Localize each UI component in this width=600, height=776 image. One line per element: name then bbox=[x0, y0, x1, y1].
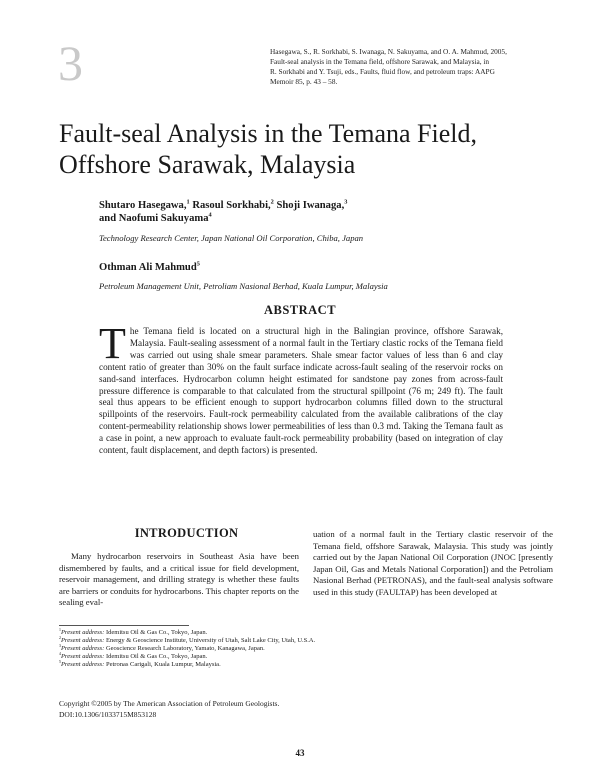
footnote: $^4$Present address: Idemitsu Oil & Gas Co., Tokyo, Japan. bbox=[59, 652, 208, 661]
title-line-2: Offshore Sarawak, Malaysia bbox=[59, 150, 356, 179]
citation-block bbox=[270, 47, 570, 87]
citation-line: Fault-seal analysis in the Temana field, offshore Sarawak, and Malaysia, in bbox=[270, 57, 490, 66]
author-name: and Naofumi Sakuyama bbox=[99, 212, 209, 224]
author-list-2 bbox=[99, 262, 200, 273]
copyright-line: Copyright ©2005 by The American Association of Petroleum Geologists. bbox=[59, 699, 280, 708]
body-column-left: Many hydrocarbon reservoirs in Southeast Asia have been dismembered by faults, and a critical issue for field development, reservoir management, and drilling strategy is whether these faults are barriers or conduits for hydrocarbons. This chapter reports on the sealing eval- bbox=[59, 551, 299, 608]
footnote-divider bbox=[59, 625, 189, 626]
footnote: $^5$Present address: Petronas Carigali, Kuala Lumpur, Malaysia. bbox=[59, 660, 221, 669]
author-sup: 3 bbox=[344, 198, 348, 206]
author-list bbox=[99, 200, 519, 225]
author-sup: 2 bbox=[270, 198, 274, 206]
author-sup: 5 bbox=[196, 260, 200, 268]
citation-line: Memoir 85, p. 43 – 58. bbox=[270, 77, 338, 86]
author-sup: 1 bbox=[186, 198, 190, 206]
doi-line: DOI:10.1306/1033715M853128 bbox=[59, 710, 157, 719]
copyright-block bbox=[59, 698, 539, 720]
citation-line: Hasegawa, S., R. Sorkhabi, S. Iwanaga, N. Sakuyama, and O. A. Mahmud, 2005, bbox=[270, 47, 507, 56]
title-line-1: Fault-seal Analysis in the Temana Field, bbox=[59, 119, 477, 148]
introduction-heading: INTRODUCTION bbox=[134, 526, 239, 540]
drop-cap: T bbox=[99, 319, 126, 368]
page-title bbox=[59, 118, 559, 180]
citation-line: R. Sorkhabi and Y. Tsuji, eds., Faults, fluid flow, and petroleum traps: AAPG bbox=[270, 67, 495, 76]
page-number: 43 bbox=[295, 748, 305, 758]
footnote: $^2$Present address: Energy & Geoscience Institute, University of Utah, Salt Lake City, Utah, U.S.A. bbox=[59, 635, 316, 645]
affiliation: Petroleum Management Unit, Petroliam Nasional Berhad, Kuala Lumpur, Malaysia bbox=[99, 281, 388, 291]
author-name: Rasoul Sorkhabi, bbox=[192, 200, 271, 211]
abstract-text bbox=[99, 319, 503, 457]
author-name: Shoji Iwanaga, bbox=[276, 200, 345, 211]
abstract-body: he Temana field is located on a structural high in the Balingian province, offshore Sarawak, Malaysia. Fault-sealing assessment of a normal fault in the Tertiary clastic rocks of the Temana field was carried out using shale smear parameters. Shale smear factor values of less than 6 and clay content ratio of greater than 30% on the fault surface indicate across-fault sealing of the reservoir rocks on sand-sand interfaces. Hydrocarbon column height estimated for sandstone pay zones from across-fault pressure difference is comparable to that calculated from the structural spillpoint (76 m; 249 ft). The fault seal thus appears to be efficient enough to support hydrocarbon columns filled down to the structural spillpoints of the reservoirs. Fault-rock permeability calculated from the available calibrations of the clay content-permeability relationship shows lower permeabilities of less than 0.3 md. Taking the Temana fault as a case in point, a new approach to evaluate fault-rock permeability probability (based on integration of clay content, fault displacement, and depth factors) is presented. bbox=[99, 326, 503, 456]
chapter-number: 3 bbox=[58, 35, 83, 91]
affiliation: Technology Research Center, Japan National Oil Corporation, Chiba, Japan bbox=[99, 233, 364, 243]
author-sup: 4 bbox=[208, 210, 212, 218]
footnote: $^1$Present address: Idemitsu Oil & Gas Co., Tokyo, Japan. bbox=[59, 627, 208, 636]
footnotes bbox=[59, 629, 539, 669]
body-column-right: uation of a normal fault in the Tertiary clastic reservoir of the Temana field, offshore Sarawak, Malaysia. This study was jointly carried out by the Japan National Oil Corporation (JNOC [presently Japan Oil, Gas and Metals National Corporation]) and the Petroliam Nasional Berhad (PETRONAS), and the fault-seal analysis software used in this study (FAULTAP) has been developed at bbox=[313, 529, 553, 597]
author-name: Othman Ali Mahmud bbox=[99, 262, 197, 273]
abstract-heading: ABSTRACT bbox=[263, 303, 337, 317]
author-name: Shutaro Hasegawa, bbox=[99, 200, 187, 211]
footnote: $^3$Present address: Geoscience Research Laboratory, Yamato, Kanagawa, Japan. bbox=[59, 644, 265, 653]
